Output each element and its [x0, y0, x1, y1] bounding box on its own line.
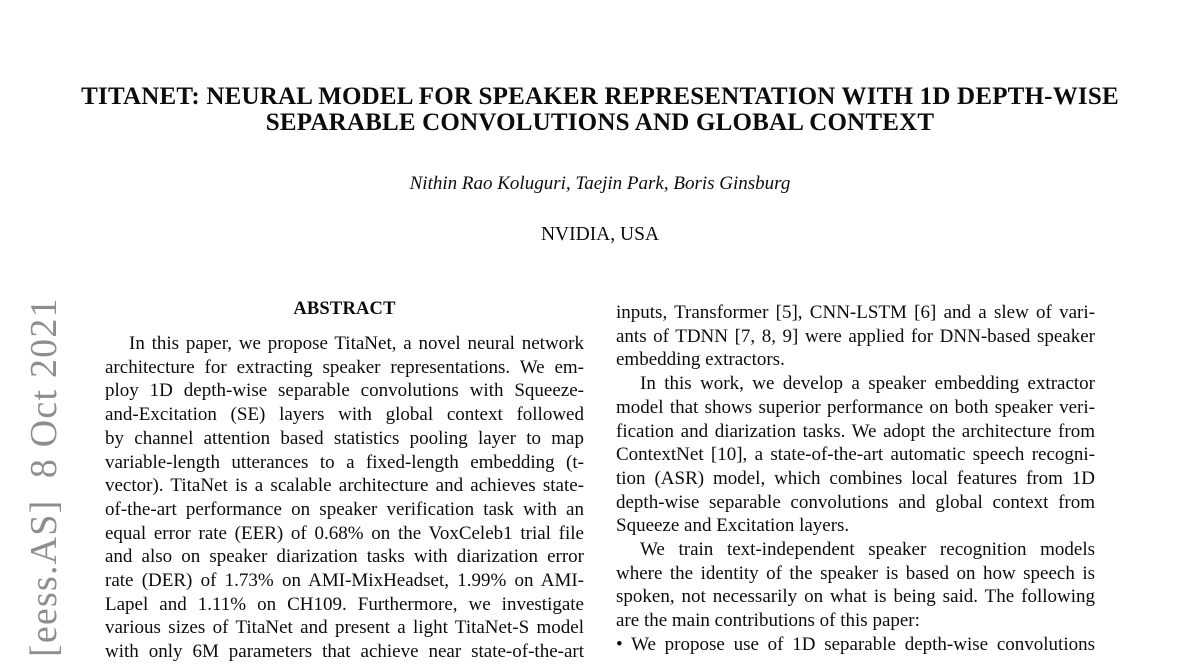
text-line: embedding extractors. [616, 349, 785, 371]
text-line: fication and diarization tasks. We adopt the architecture from [616, 420, 1095, 442]
text-line: depth-wise separable convolutions and global context from [616, 491, 1095, 513]
paper-title [0, 84, 1200, 135]
text-line: various sizes of TitaNet and present a light TitaNet-S model [105, 617, 584, 639]
text-line: Lapel and 1.11% on CH109. Furthermore, we investigate [105, 593, 584, 615]
text-line: with only 6M parameters that achieve near state-of-the-art [105, 641, 584, 663]
text-line: tion (ASR) model, which combines local features from 1D [616, 467, 1095, 489]
text-line: We train text-independent speaker recognition models [640, 539, 1095, 561]
abstract-body [105, 332, 584, 664]
text-line: architecture for extracting speaker representations. We em- [105, 356, 584, 378]
text-line: rate (DER) of 1.73% on AMI-MixHeadset, 1.99% on AMI- [105, 570, 584, 592]
text-line: variable-length utterances to a fixed-length embedding (t- [105, 451, 584, 473]
text-line: are the main contributions of this paper: [616, 610, 920, 632]
arxiv-watermark: [eess.AS] 8 Oct 2021 [23, 297, 65, 657]
text-line: vector). TitaNet is a scalable architecture and achieves state- [105, 475, 584, 497]
text-line: spoken, not necessarily on what is being said. The following [616, 586, 1095, 608]
text-line: and-Excitation (SE) layers with global context followed [105, 404, 584, 426]
abstract-heading: ABSTRACT [293, 299, 396, 319]
authors-line: Nithin Rao Koluguri, Taejin Park, Boris Ginsburg [409, 173, 791, 194]
text-line: ploy 1D depth-wise separable convolutions with Squeeze- [105, 380, 584, 402]
text-line: In this work, we develop a speaker embedding extractor [640, 373, 1095, 395]
text-line: • We propose use of 1D separable depth-wise convolutions [616, 633, 1095, 655]
paper-title-line-1: TITANET: NEURAL MODEL FOR SPEAKER REPRESENTATION WITH 1D DEPTH-WISE [81, 83, 1119, 110]
introduction-body [616, 301, 1095, 657]
text-line: model that shows superior performance on both speaker veri- [616, 396, 1095, 418]
text-line: of-the-art performance on speaker verification task with an [105, 498, 584, 520]
affiliation-line: NVIDIA, USA [540, 224, 660, 245]
text-line: and also on speaker diarization tasks with diarization error [105, 546, 584, 568]
text-line: inputs, Transformer [5], CNN-LSTM [6] and a slew of vari- [616, 302, 1095, 323]
text-line: where the identity of the speaker is based on how speech is [616, 562, 1095, 584]
text-line: ants of TDNN [7, 8, 9] were applied for DNN-based speaker [616, 325, 1095, 347]
text-line: Squeeze and Excitation layers. [616, 515, 850, 537]
text-line: equal error rate (EER) of 0.68% on the VoxCeleb1 trial file [105, 522, 584, 544]
introduction-column [616, 301, 1095, 657]
text-line: ContextNet [10], a state-of-the-art automatic speech recogni- [616, 444, 1095, 466]
text-line: by channel attention based statistics pooling layer to map [105, 427, 584, 449]
text-line: In this paper, we propose TitaNet, a novel neural network [129, 333, 584, 354]
paper-title-line-2: SEPARABLE CONVOLUTIONS AND GLOBAL CONTEXT [265, 108, 935, 136]
abstract-column [105, 299, 584, 664]
